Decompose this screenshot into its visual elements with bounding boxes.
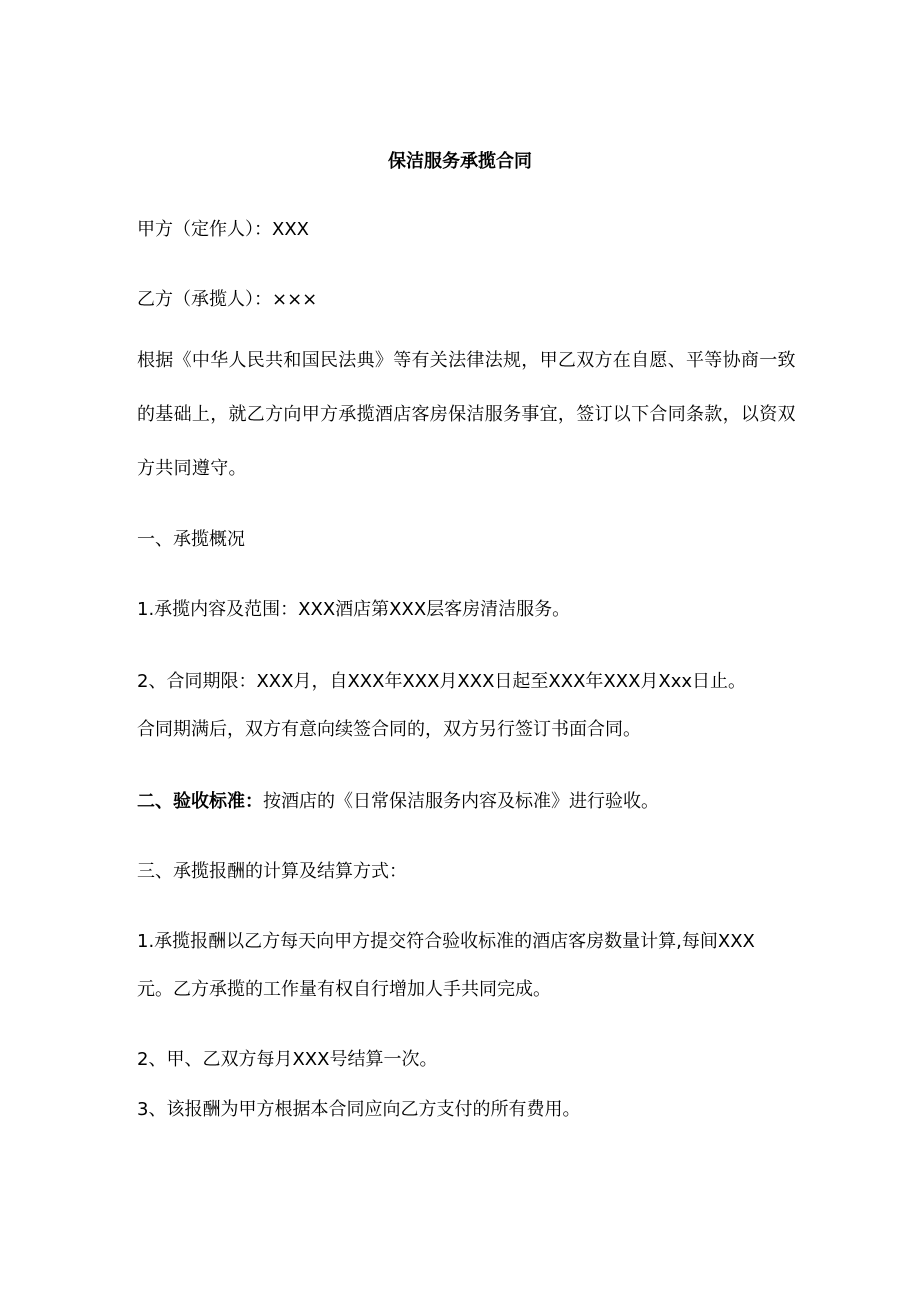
section1-item2-line2: 合同期满后，双方有意向续签合同的，双方另行签订书面合同。 [137,719,641,740]
section3-item3: 3、该报酬为甲方根据本合同应向乙方支付的所有费用。 [137,1099,581,1120]
contract-title: 保洁服务承揽合同 [388,151,532,172]
party-a-line: 甲方（定作人）：XXX [137,219,309,240]
section3-heading: 三、承揽报酬的计算及结算方式： [137,861,407,882]
intro-paragraph: 根据《中华人民共和国民法典》等有关法律法规，甲乙双方在自愿、平等协商一致的基础上，就乙方向甲方承揽酒店客房保洁服务事宜，签订以下合同条款，以资双方共同遵守。 [137,350,796,479]
section3-item1-line2: 元。乙方承揽的工作量有权自行增加人手共同完成。 [137,979,551,1000]
section3-item1-line1: 1.承揽报酬以乙方每天向甲方提交符合验收标准的酒店客房数量计算,每间XXX [137,931,755,952]
section1-item2-line1: 2、合同期限：XXX月，自XXX年XXX月XXX日起至XXX年XXX月Xxx日止。 [137,671,747,692]
section2-heading: 二、验收标准： [137,791,263,812]
section1-heading: 一、承揽概况 [137,529,245,550]
section2-line [137,790,659,814]
section2-text: 按酒店的《日常保洁服务内容及标准》进行验收。 [263,791,659,812]
section1-item1: 1.承揽内容及范围：XXX酒店第XXX层客房清洁服务。 [137,599,571,620]
section3-item2: 2、甲、乙双方每月XXX号结算一次。 [137,1049,438,1070]
party-b-line: 乙方（承揽人）：××× [137,289,318,310]
